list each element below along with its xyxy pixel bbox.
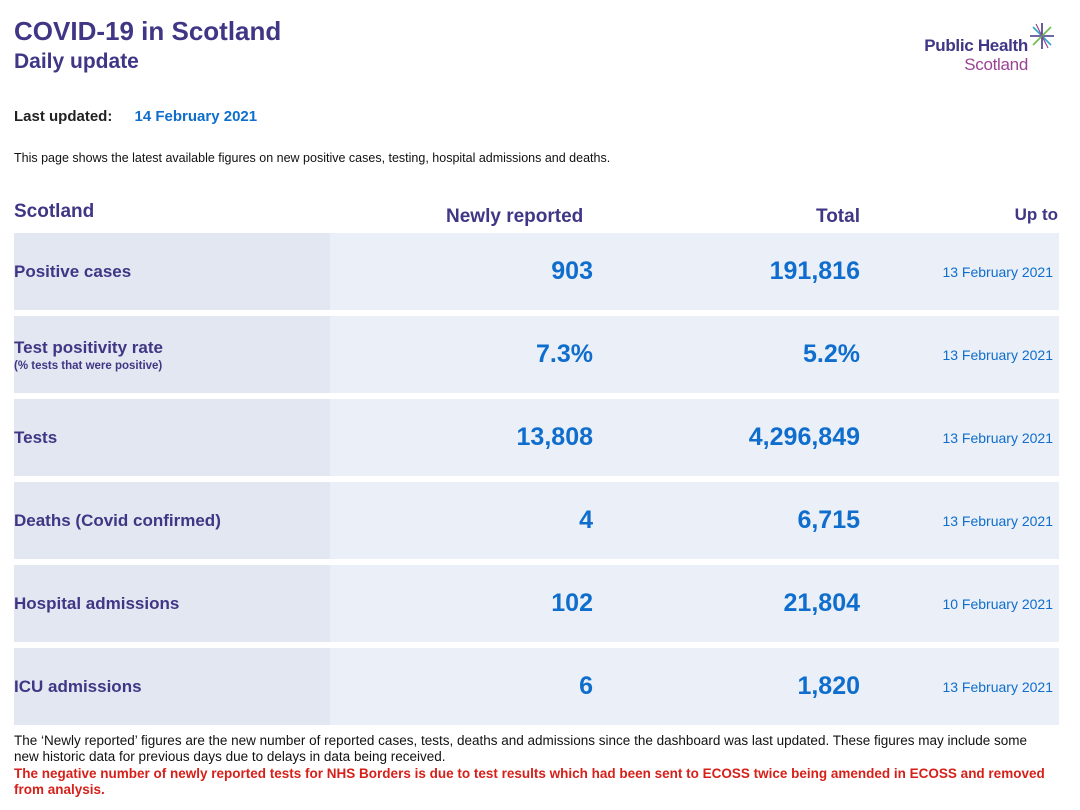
star-icon: [1028, 22, 1056, 50]
footnote: The ‘Newly reported’ figures are the new number of reported cases, tests, deaths and admissions since the dashboard was last updated. These figures may include some new historic data for previous days due to delays in data being received.: [14, 733, 1028, 764]
logo-text-line2: Scotland: [964, 55, 1028, 74]
column-header-area: Scotland: [14, 201, 95, 222]
up-to-date: 13 February 2021: [942, 346, 1053, 363]
row-label: Hospital admissions: [14, 593, 180, 613]
column-header-newly-reported: Newly reported: [446, 206, 584, 227]
up-to-date: 13 February 2021: [942, 678, 1053, 695]
up-to-date: 13 February 2021: [942, 429, 1053, 446]
intro-text: This page shows the latest available figures on new positive cases, testing, hospital admissions and deaths.: [14, 151, 611, 165]
row-label: Tests: [14, 427, 58, 447]
row-label: Positive cases: [14, 261, 132, 281]
row-label-cell: [14, 648, 330, 725]
column-header-total: Total: [816, 206, 860, 227]
row-label: Test positivity rate: [14, 337, 163, 357]
newly-reported-value: 903: [551, 257, 593, 285]
newly-reported-value: 4: [579, 506, 593, 534]
up-to-date: 10 February 2021: [942, 595, 1053, 612]
newly-reported-value: 13,808: [516, 423, 593, 451]
up-to-date: 13 February 2021: [942, 263, 1053, 280]
row-label-cell: [14, 565, 330, 642]
last-updated-label: Last updated:: [14, 108, 113, 125]
up-to-date: 13 February 2021: [942, 512, 1053, 529]
row-label-cell: [14, 233, 330, 310]
last-updated-date: 14 February 2021: [134, 108, 258, 125]
total-value: 6,715: [797, 506, 860, 534]
table-row-positive-cases: [14, 233, 1059, 310]
total-value: 21,804: [783, 589, 860, 617]
total-value: 5.2%: [803, 340, 860, 368]
newly-reported-value: 6: [579, 672, 593, 700]
row-label-cell: [14, 316, 330, 393]
row-label-cell: [14, 482, 330, 559]
page-subtitle: Daily update: [14, 50, 139, 73]
table-row-tests: [14, 399, 1059, 476]
row-label: ICU admissions: [14, 676, 142, 696]
row-sublabel: (% tests that were positive): [14, 359, 163, 372]
total-value: 1,820: [797, 672, 860, 700]
total-value: 4,296,849: [748, 423, 860, 451]
total-value: 191,816: [769, 257, 860, 285]
row-label-cell: [14, 399, 330, 476]
stats-table: [14, 233, 1059, 731]
table-row-test-positivity: [14, 316, 1059, 393]
newly-reported-value: 102: [551, 589, 593, 617]
warning-note: The negative number of newly reported tests for NHS Borders is due to test results which had been sent to ECOSS twice being amended in ECOSS and removed from analysis.: [14, 766, 1045, 797]
page-title: COVID-19 in Scotland: [14, 16, 282, 46]
public-health-scotland-logo: [906, 22, 1056, 78]
column-header-up-to: Up to: [1014, 205, 1058, 224]
table-row-hospital-admissions: [14, 565, 1059, 642]
table-row-deaths: [14, 482, 1059, 559]
row-label: Deaths (Covid confirmed): [14, 510, 221, 530]
logo-text-line1: Public Health: [924, 36, 1028, 55]
newly-reported-value: 7.3%: [536, 340, 593, 368]
table-row-icu-admissions: [14, 648, 1059, 725]
last-updated: [14, 108, 257, 125]
